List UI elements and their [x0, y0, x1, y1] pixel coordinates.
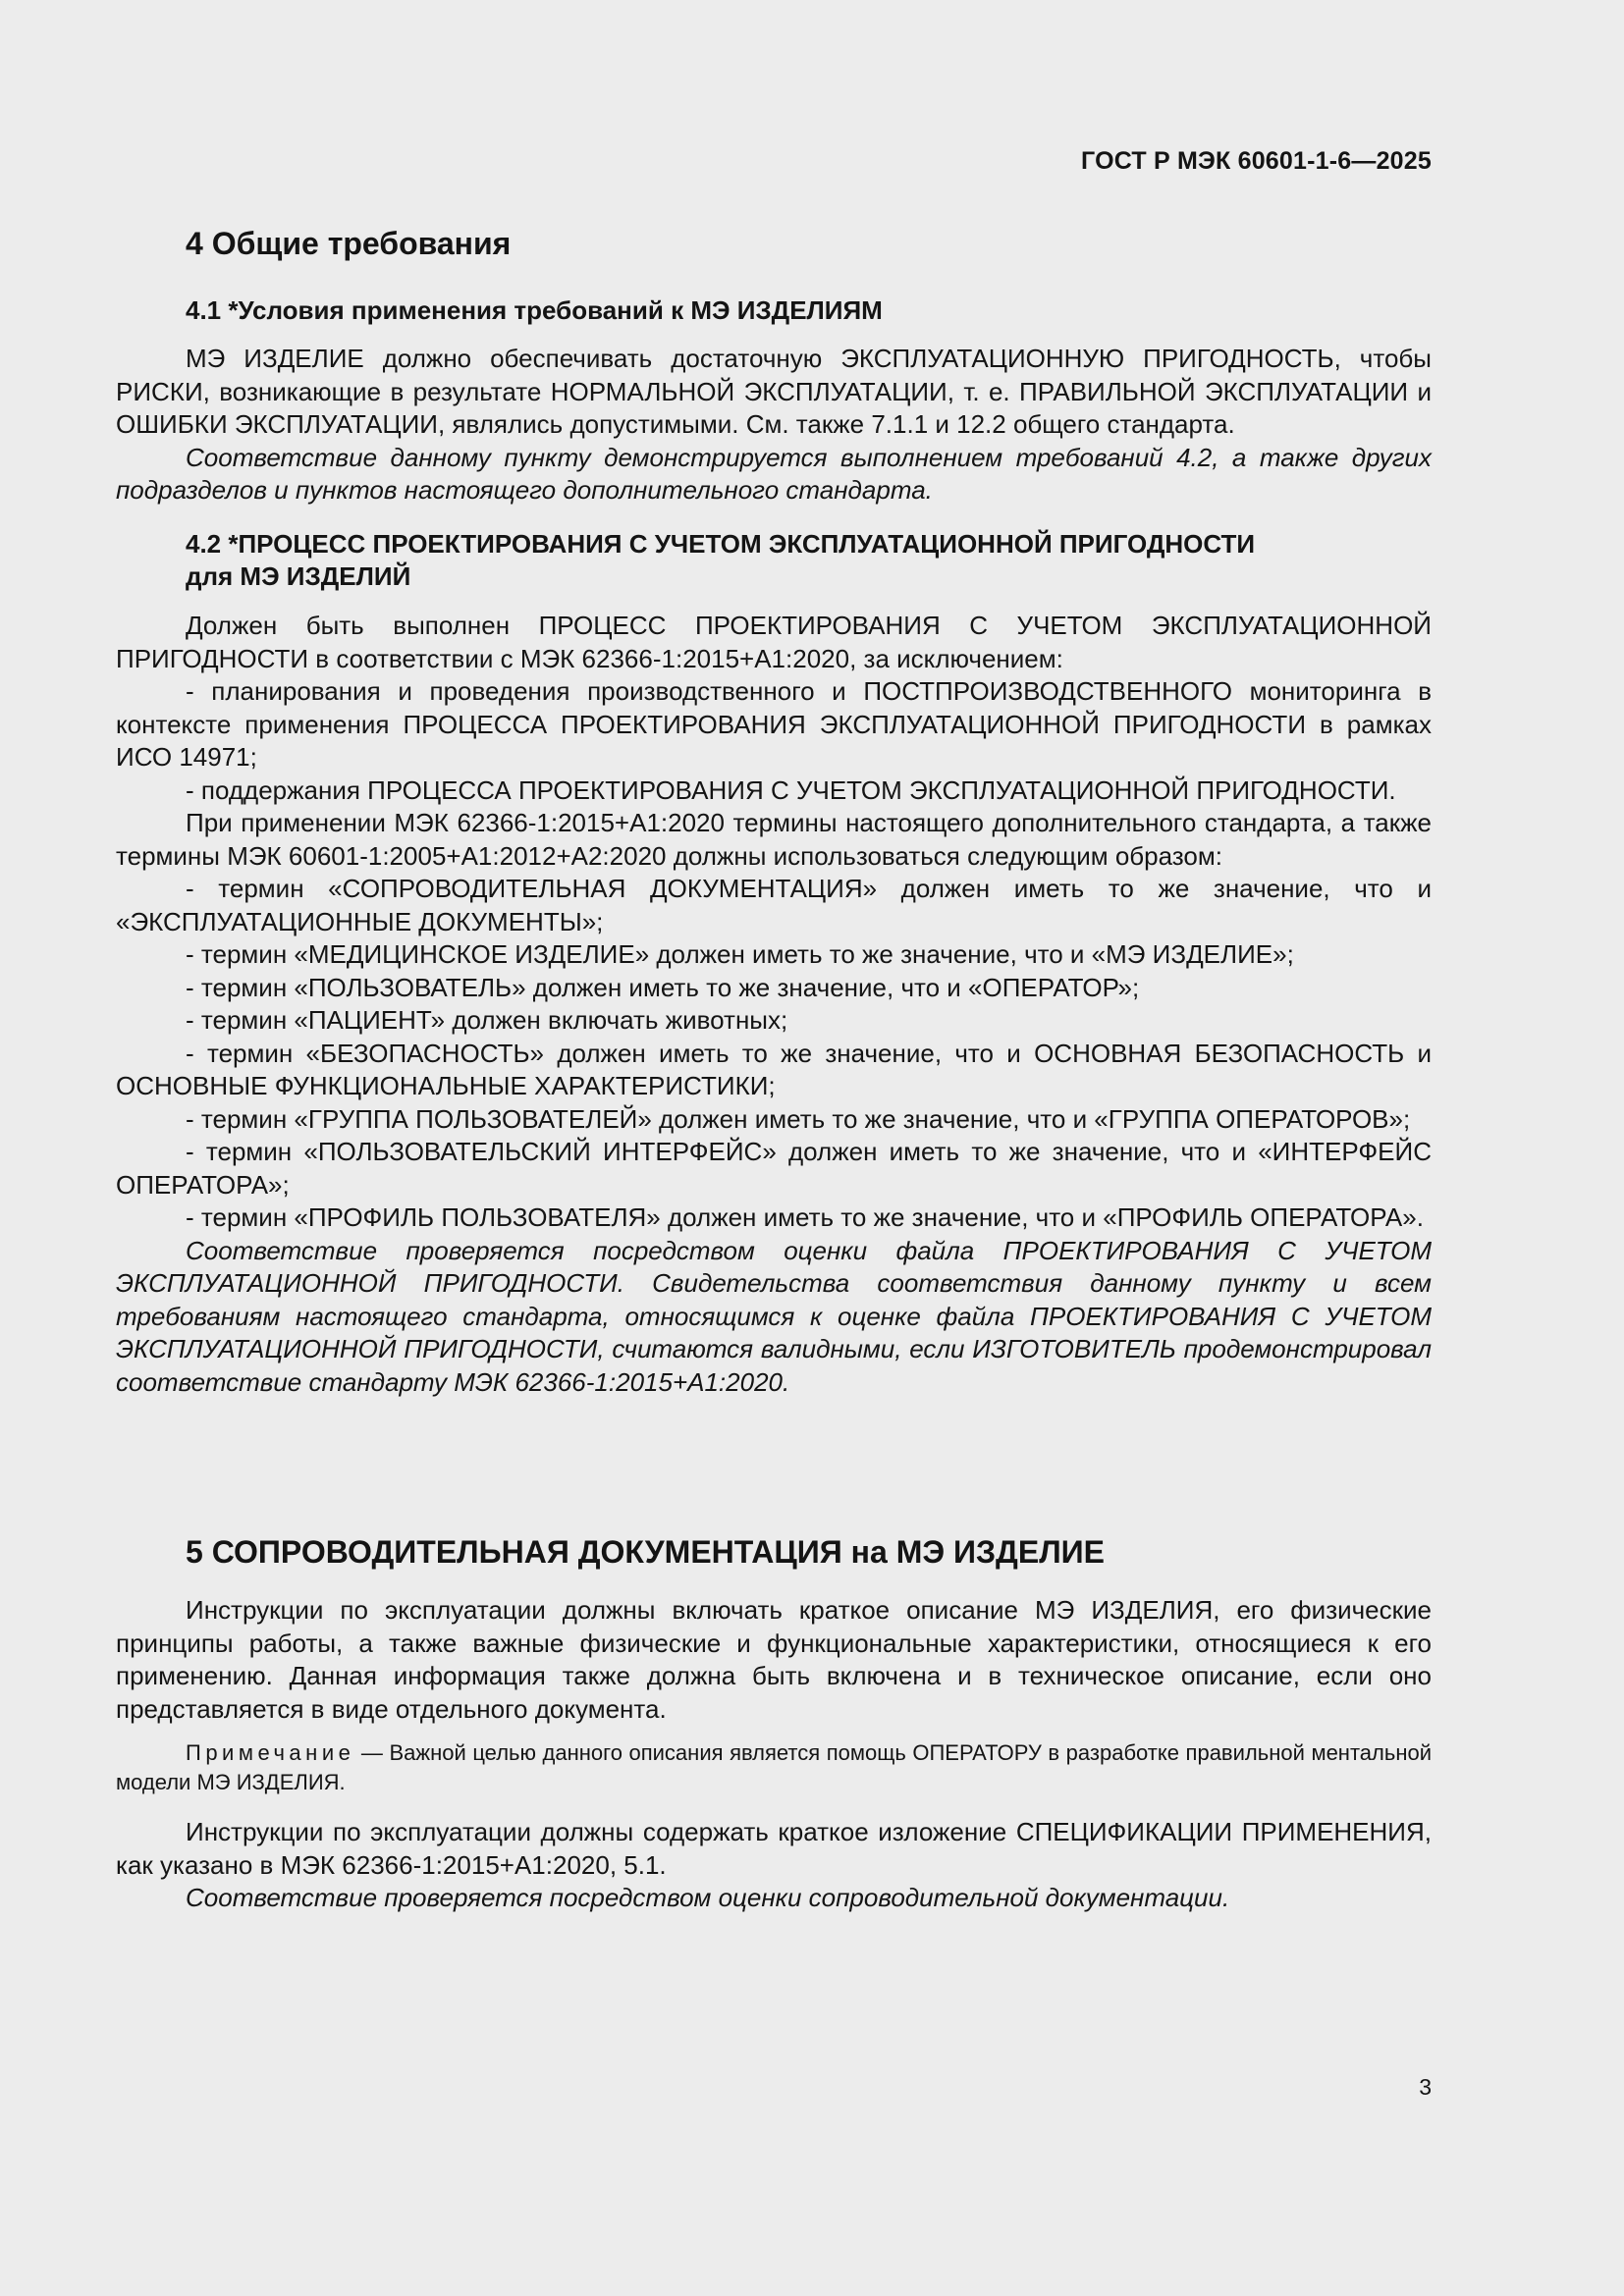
page-number: 3: [1419, 2074, 1432, 2100]
section-4-2-title-block: [116, 528, 1432, 593]
list-item: - поддержания ПРОЦЕССА ПРОЕКТИРОВАНИЯ С УЧЕТОМ ЭКСПЛУАТАЦИОННОЙ ПРИГОДНОСТИ.: [186, 774, 1396, 805]
section-4-title: 4 Общие требования: [186, 226, 512, 261]
section-4-1-title: 4.1 *Условия применения требований к МЭ ИЗДЕЛИЯМ: [186, 295, 883, 325]
section-5-title-block: [116, 1532, 1432, 1572]
list-item: - термин «ПОЛЬЗОВАТЕЛЬ» должен иметь то же значение, что и «ОПЕРАТОР»;: [186, 972, 1140, 1002]
note-text: — Важной целью данного описания является помощь ОПЕРАТОРУ в разработке правильной ментальной модели МЭ ИЗДЕЛИЯ.: [116, 1740, 1432, 1794]
section-5-paragraph: Инструкции по эксплуатации должны включать краткое описание МЭ ИЗДЕЛИЯ, его физические принципы работы, а также важные физические и функциональные характеристики, относящиеся к его применению. Данная информация также должна быть включена и в техническое описание, если оно представляется в виде отдельного документа.: [116, 1595, 1432, 1724]
note-label: Примечание: [186, 1740, 355, 1765]
list-item: - планирования и проведения производственного и ПОСТПРОИЗВОДСТВЕННОГО мониторинга в контексте применения ПРОЦЕССА ПРОЕКТИРОВАНИЯ ЭКСПЛУАТАЦИОННОЙ ПРИГОДНОСТИ в рамках ИСО 14971;: [116, 676, 1432, 772]
list-item: - термин «ПАЦИЕНТ» должен включать животных;: [186, 1005, 788, 1035]
section-4-2-compliance: Соответствие проверяется посредством оценки файла ПРОЕКТИРОВАНИЯ С УЧЕТОМ ЭКСПЛУАТАЦИОННОЙ ПРИГОДНОСТИ. Свидетельства соответствия данному пункту и всем требованиям настоящего стандарта, относящимся к оценке файла ПРОЕКТИРОВАНИЯ С УЧЕТОМ ЭКСПЛУАТАЦИОННОЙ ПРИГОДНОСТИ, считаются валидными, если ИЗГОТОВИТЕЛЬ продемонстрировал соответствие стандарту МЭК 62366-1:2015+А1:2020.: [116, 1235, 1432, 1397]
list-item: - термин «ПРОФИЛЬ ПОЛЬЗОВАТЕЛЯ» должен иметь то же значение, что и «ПРОФИЛЬ ОПЕРАТОРА».: [186, 1202, 1424, 1232]
list-item: - термин «БЕЗОПАСНОСТЬ» должен иметь то же значение, что и ОСНОВНАЯ БЕЗОПАСНОСТЬ и ОСНОВНЫЕ ФУНКЦИОНАЛЬНЫЕ ХАРАКТЕРИСТИКИ;: [116, 1038, 1432, 1100]
section-5-compliance: Соответствие проверяется посредством оценки сопроводительной документации.: [186, 1883, 1230, 1912]
section-5-note: [116, 1738, 1432, 1797]
list-item: - термин «МЕДИЦИНСКОЕ ИЗДЕЛИЕ» должен иметь то же значение, что и «МЭ ИЗДЕЛИЕ»;: [186, 939, 1294, 969]
section-5-body-2: [116, 1816, 1432, 1915]
paragraph: Должен быть выполнен ПРОЦЕСС ПРОЕКТИРОВАНИЯ С УЧЕТОМ ЭКСПЛУАТАЦИОННОЙ ПРИГОДНОСТИ в соответствии с МЭК 62366-1:2015+А1:2020, за исключением:: [116, 611, 1432, 673]
section-5-paragraph-2: Инструкции по эксплуатации должны содержать краткое изложение СПЕЦИФИКАЦИИ ПРИМЕНЕНИЯ, как указано в МЭК 62366-1:2015+А1:2020, 5.1.: [116, 1817, 1432, 1880]
note: [116, 1738, 1432, 1797]
section-4-2-title-line-1: 4.2 *ПРОЦЕСС ПРОЕКТИРОВАНИЯ С УЧЕТОМ ЭКСПЛУАТАЦИОННОЙ ПРИГОДНОСТИ: [186, 529, 1256, 559]
section-4-title-block: [116, 224, 1432, 263]
list-item: - термин «ПОЛЬЗОВАТЕЛЬСКИЙ ИНТЕРФЕЙС» должен иметь то же значение, что и «ИНТЕРФЕЙС ОПЕРАТОРА»;: [116, 1137, 1432, 1200]
section-4-1-compliance: Соответствие данному пункту демонстрируется выполнением требований 4.2, а также других подразделов и пунктов настоящего дополнительного стандарта.: [116, 442, 1432, 505]
section-4-2-title-line-2: для МЭ ИЗДЕЛИЙ: [186, 561, 411, 591]
paragraph: При применении МЭК 62366-1:2015+А1:2020 термины настоящего дополнительного стандарта, а также термины МЭК 60601-1:2005+А1:2012+А2:2020 должны использоваться следующим образом:: [116, 808, 1432, 871]
section-4-1-paragraph: МЭ ИЗДЕЛИЕ должно обеспечивать достаточную ЭКСПЛУАТАЦИОННУЮ ПРИГОДНОСТЬ, чтобы РИСКИ, возникающие в результате НОРМАЛЬНОЙ ЭКСПЛУАТАЦИИ, т. е. ПРАВИЛЬНОЙ ЭКСПЛУАТАЦИИ и ОШИБКИ ЭКСПЛУАТАЦИИ, являлись допустимыми. См. также 7.1.1 и 12.2 общего стандарта.: [116, 344, 1432, 439]
section-5-body-1: [116, 1594, 1432, 1726]
section-4-1: [116, 294, 1432, 327]
section-4-2-body: [116, 610, 1432, 1399]
list-item: - термин «СОПРОВОДИТЕЛЬНАЯ ДОКУМЕНТАЦИЯ» должен иметь то же значение, что и «ЭКСПЛУАТАЦИОННЫЕ ДОКУМЕНТЫ»;: [116, 874, 1432, 936]
document-header: ГОСТ Р МЭК 60601-1-6—2025: [1081, 147, 1432, 175]
list-item: - термин «ГРУППА ПОЛЬЗОВАТЕЛЕЙ» должен иметь то же значение, что и «ГРУППА ОПЕРАТОРОВ»;: [186, 1103, 1411, 1134]
section-4-1-body: [116, 343, 1432, 507]
section-5-title: 5 СОПРОВОДИТЕЛЬНАЯ ДОКУМЕНТАЦИЯ на МЭ ИЗДЕЛИЕ: [186, 1534, 1105, 1570]
